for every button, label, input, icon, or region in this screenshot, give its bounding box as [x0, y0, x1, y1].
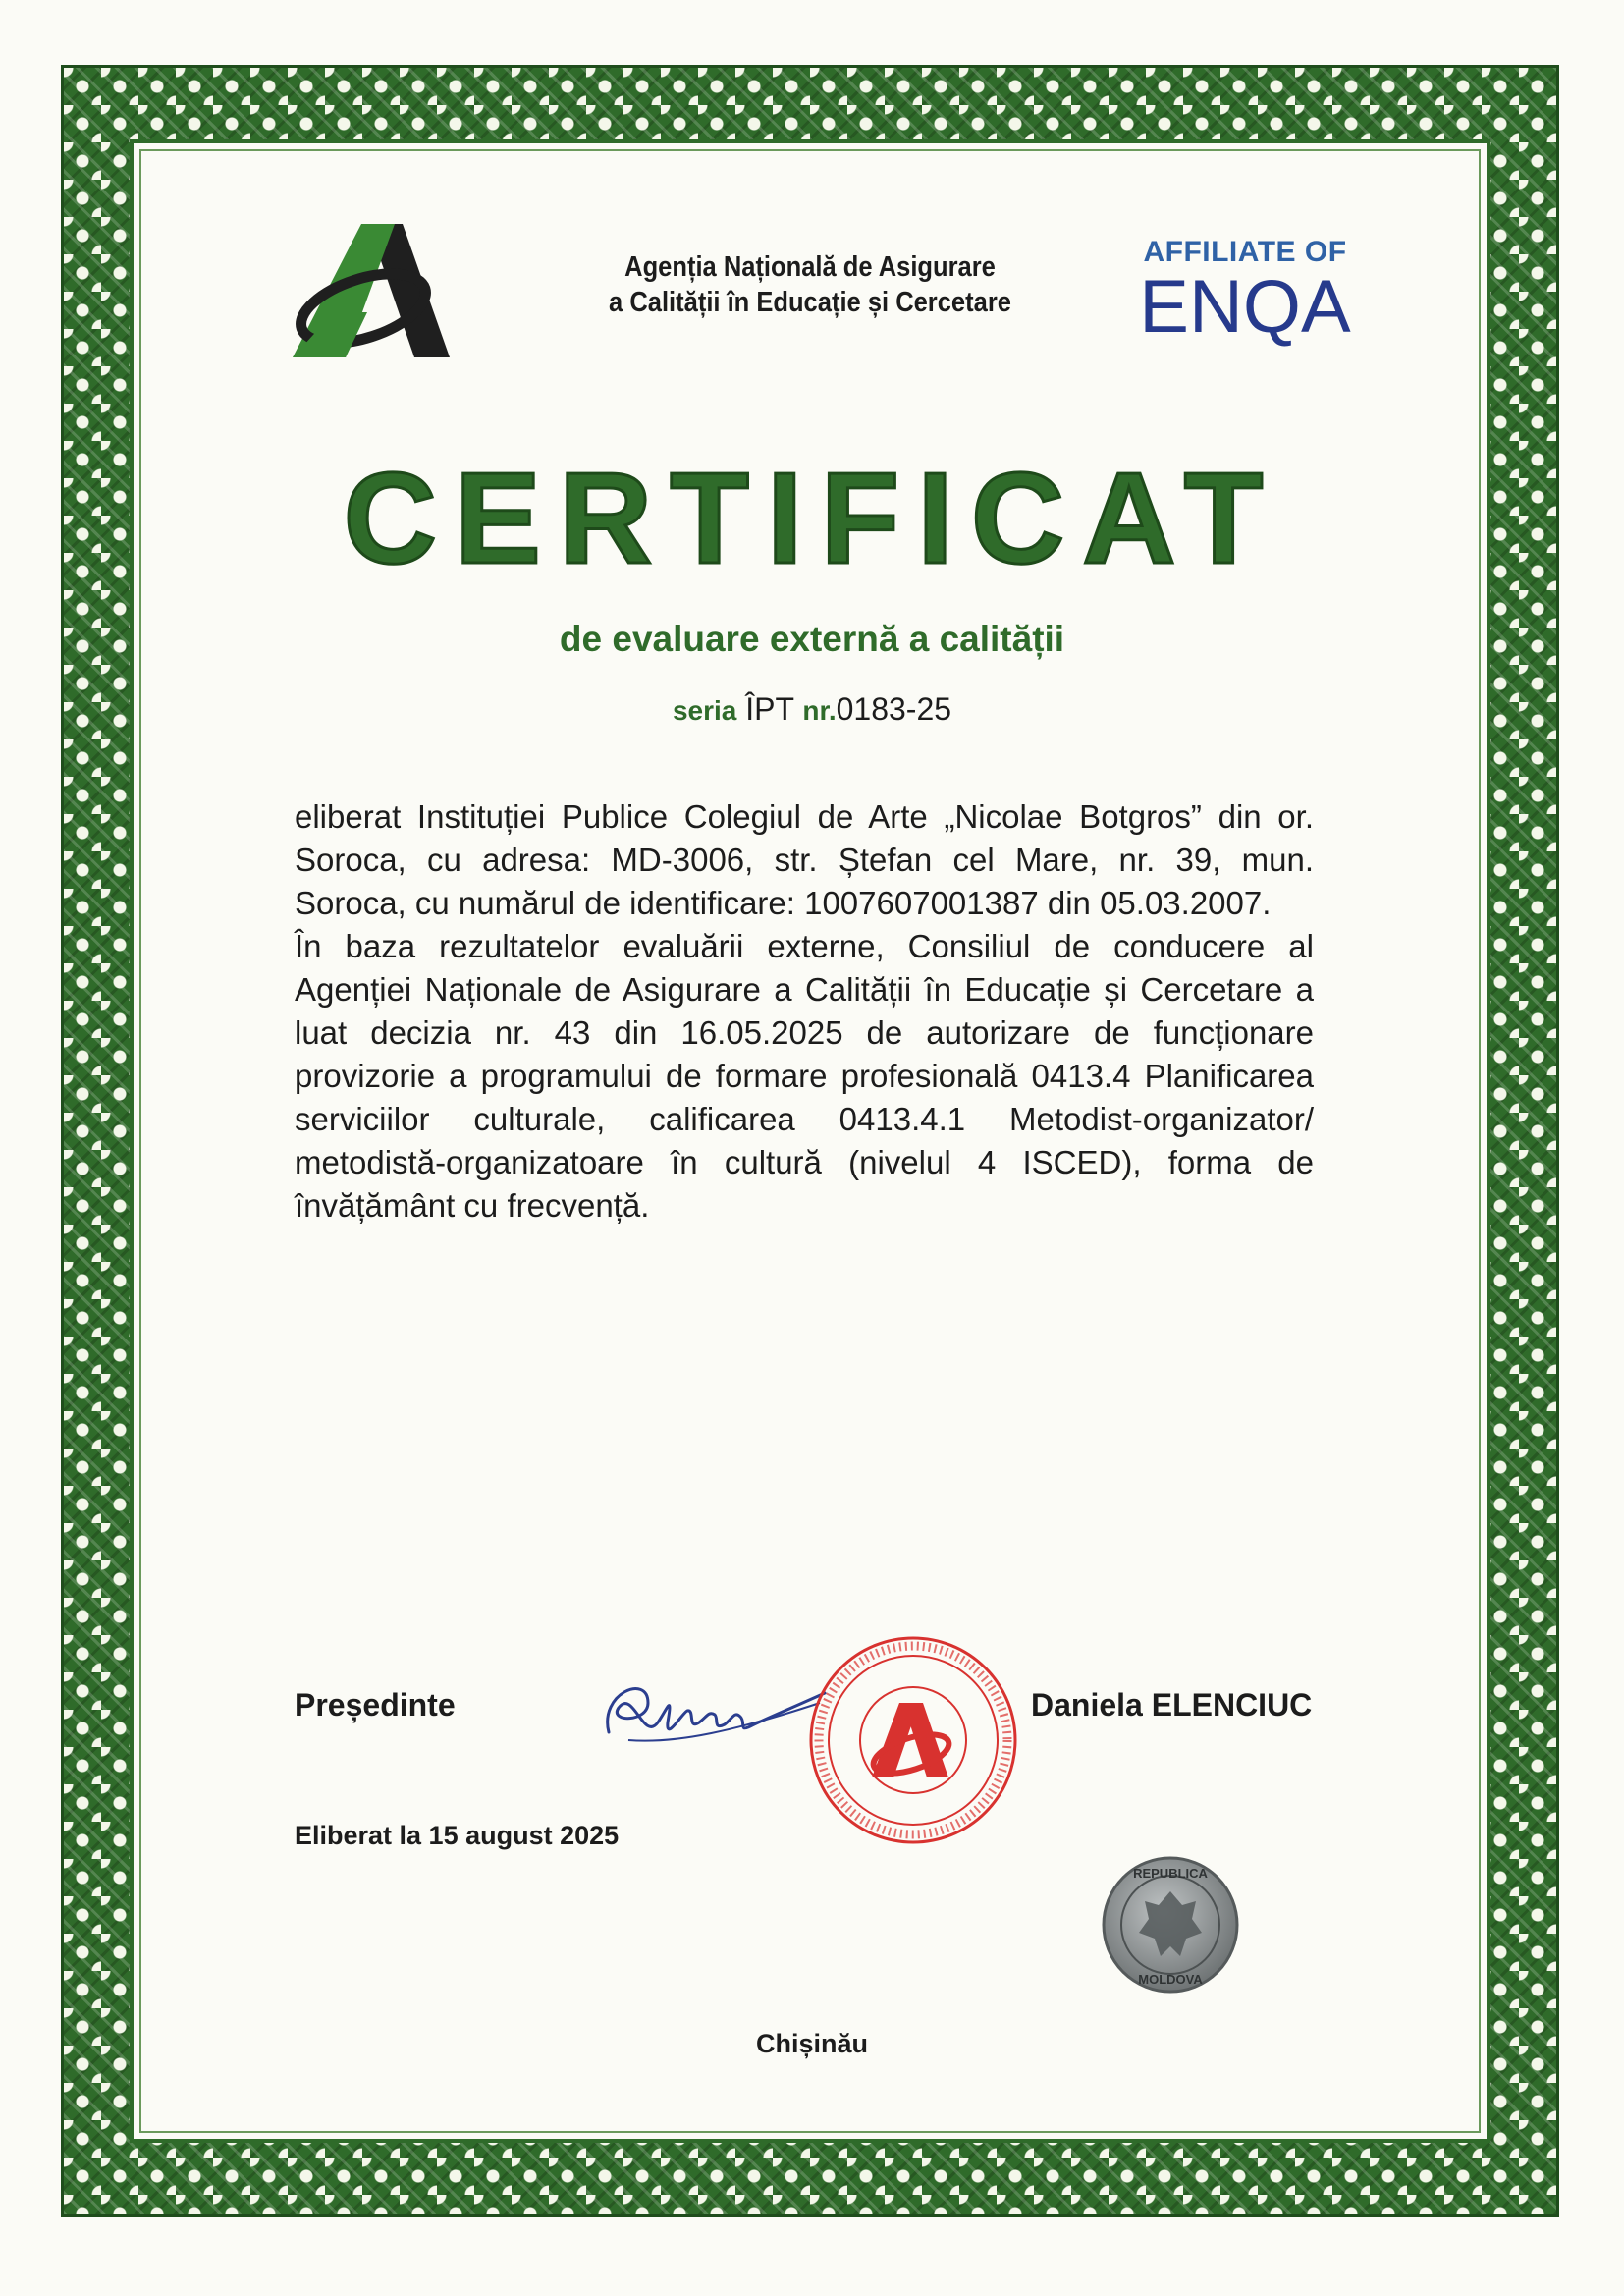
issued-date: Eliberat la 15 august 2025	[295, 1821, 620, 1850]
nr-label: nr.	[802, 695, 837, 726]
president-label: Președinte	[295, 1687, 456, 1722]
enqa-logo	[1127, 236, 1363, 349]
emboss-top-text: REPUBLICA	[1133, 1866, 1208, 1881]
seria-label: seria	[672, 695, 737, 726]
certificate-title: CERTIFICAT	[343, 446, 1281, 590]
seria-value: ÎPT	[745, 691, 794, 727]
agency-logo-icon	[285, 218, 452, 363]
agency-name-line1: Agenția Națională de Asigurare	[624, 251, 996, 283]
enqa-name-text: ENQA	[1139, 265, 1351, 349]
nr-value: 0183-25	[836, 691, 952, 727]
agency-name	[581, 249, 1039, 320]
official-seal-icon	[805, 1632, 1021, 1848]
president-name: Daniela ELENCIUC	[1031, 1687, 1313, 1722]
enqa-affiliate-text: AFFILIATE OF	[1143, 236, 1347, 268]
agency-name-line2: a Calității în Educație și Cercetare	[609, 287, 1011, 318]
handwritten-signature	[589, 1654, 835, 1762]
certificate-subtitle: de evaluare externă a calității	[559, 619, 1065, 659]
body-paragraph-1: eliberat Instituției Publice Colegiul de Arte „Nicolae Botgros” din or. Soroca, cu adresa: MD-3006, str. Ștefan cel Mare, nr. 39, mun. Soroca, cu numărul de identificare: 1007607001387 din 05.03.2007.	[295, 798, 1314, 921]
body-paragraph-2: În baza rezultatelor evaluării externe, Consiliul de conducere al Agenției Naționale de Asigurare a Calității în Educație și Cercetare a luat decizia nr. 43 din 16.05.2025 de autorizare de funcționare provizorie a programului de formare profesională 0413.4 Planificarea serviciilor culturale, calificarea 0413.4.1 Metodist-organizator/ metodistă-organizatoare în cultură (nivelul 4 ISCED), forma de învățământ cu frecvență.	[295, 928, 1314, 1224]
emboss-bottom-text: MOLDOVA	[1138, 1972, 1203, 1987]
embossed-seal-icon	[1100, 1854, 1242, 1996]
series-number	[0, 691, 1624, 728]
certificate-body	[295, 795, 1314, 1228]
issue-city: Chișinău	[755, 2029, 868, 2058]
